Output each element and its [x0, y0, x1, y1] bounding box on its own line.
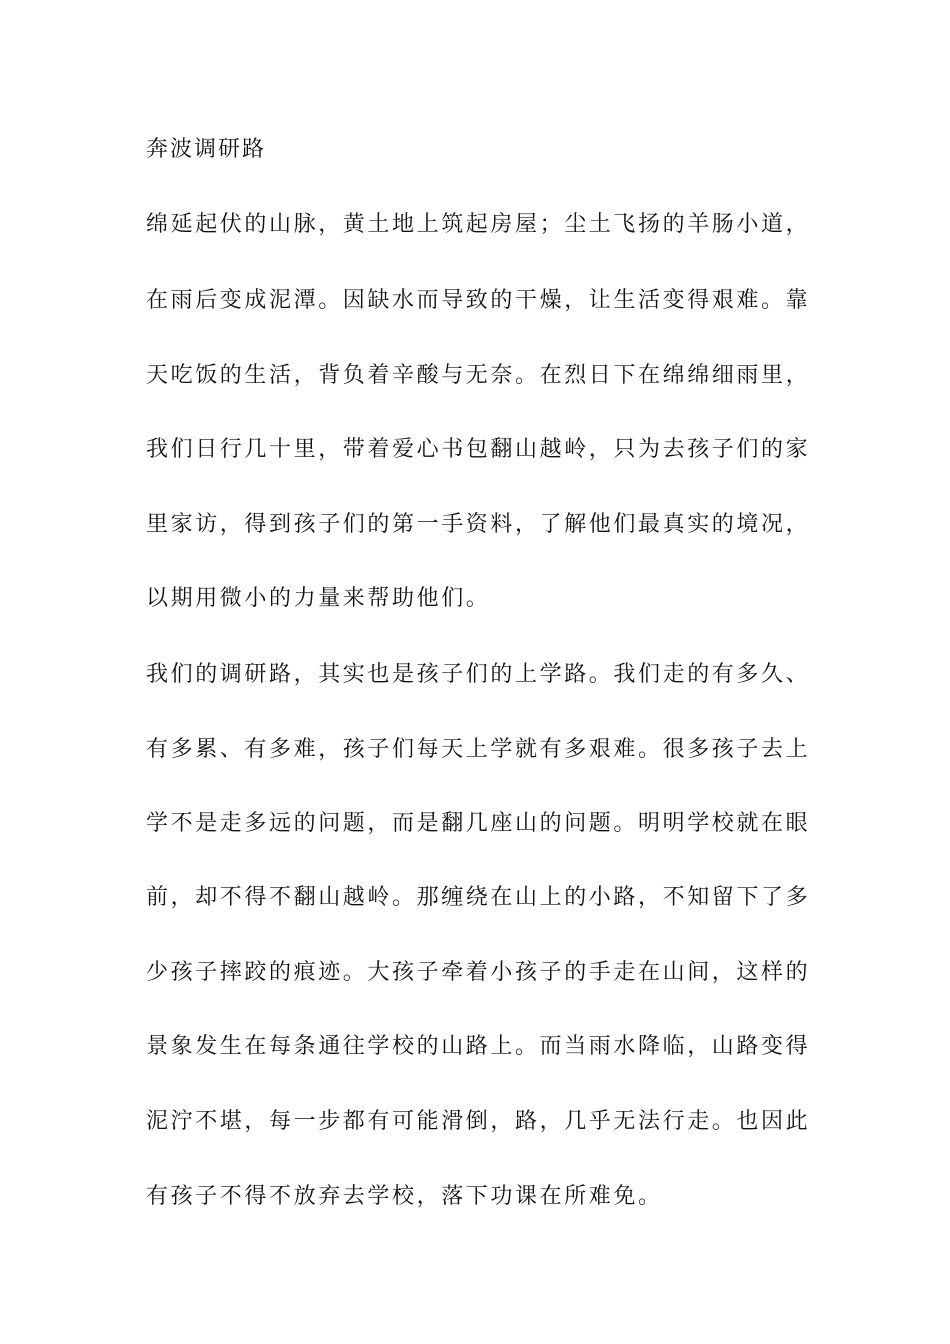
paragraph-2-line-2: 有多累、有多难，孩子们每天上学就有多艰难。很多孩子去上 — [146, 737, 811, 762]
paragraph-2-line-6: 景象发生在每条通往学校的山路上。而当雨水降临，山路变得 — [146, 1034, 811, 1059]
paragraph-2-line-7: 泥泞不堪，每一步都有可能滑倒，路，几乎无法行走。也因此 — [146, 1109, 811, 1134]
paragraph-2-line-3: 学不是走多远的问题，而是翻几座山的问题。明明学校就在眼 — [146, 811, 811, 836]
paragraph-1-line-6: 以期用微小的力量来帮助他们。 — [146, 586, 491, 611]
paragraph-1-line-2: 在雨后变成泥潭。因缺水而导致的干燥，让生活变得艰难。靠 — [146, 288, 811, 313]
paragraph-2-line-1: 我们的调研路，其实也是孩子们的上学路。我们走的有多久、 — [146, 662, 811, 687]
paragraph-1-line-5: 里家访，得到孩子们的第一手资料，了解他们最真实的境况， — [146, 512, 811, 537]
paragraph-2-line-8: 有孩子不得不放弃去学校，落下功课在所难免。 — [146, 1184, 663, 1209]
paragraph-2-line-4: 前，却不得不翻山越岭。那缠绕在山上的小路，不知留下了多 — [146, 885, 811, 910]
document-title: 奔波调研路 — [146, 137, 267, 162]
paragraph-1-line-4: 我们日行几十里，带着爱心书包翻山越岭，只为去孩子们的家 — [146, 437, 811, 462]
paragraph-2-line-5: 少孩子摔跤的痕迹。大孩子牵着小孩子的手走在山间，这样的 — [146, 960, 811, 985]
paragraph-1-line-1: 绵延起伏的山脉，黄土地上筑起房屋；尘土飞扬的羊肠小道， — [146, 212, 811, 237]
paragraph-1-line-3: 天吃饭的生活，背负着辛酸与无奈。在烈日下在绵绵细雨里， — [146, 363, 811, 388]
